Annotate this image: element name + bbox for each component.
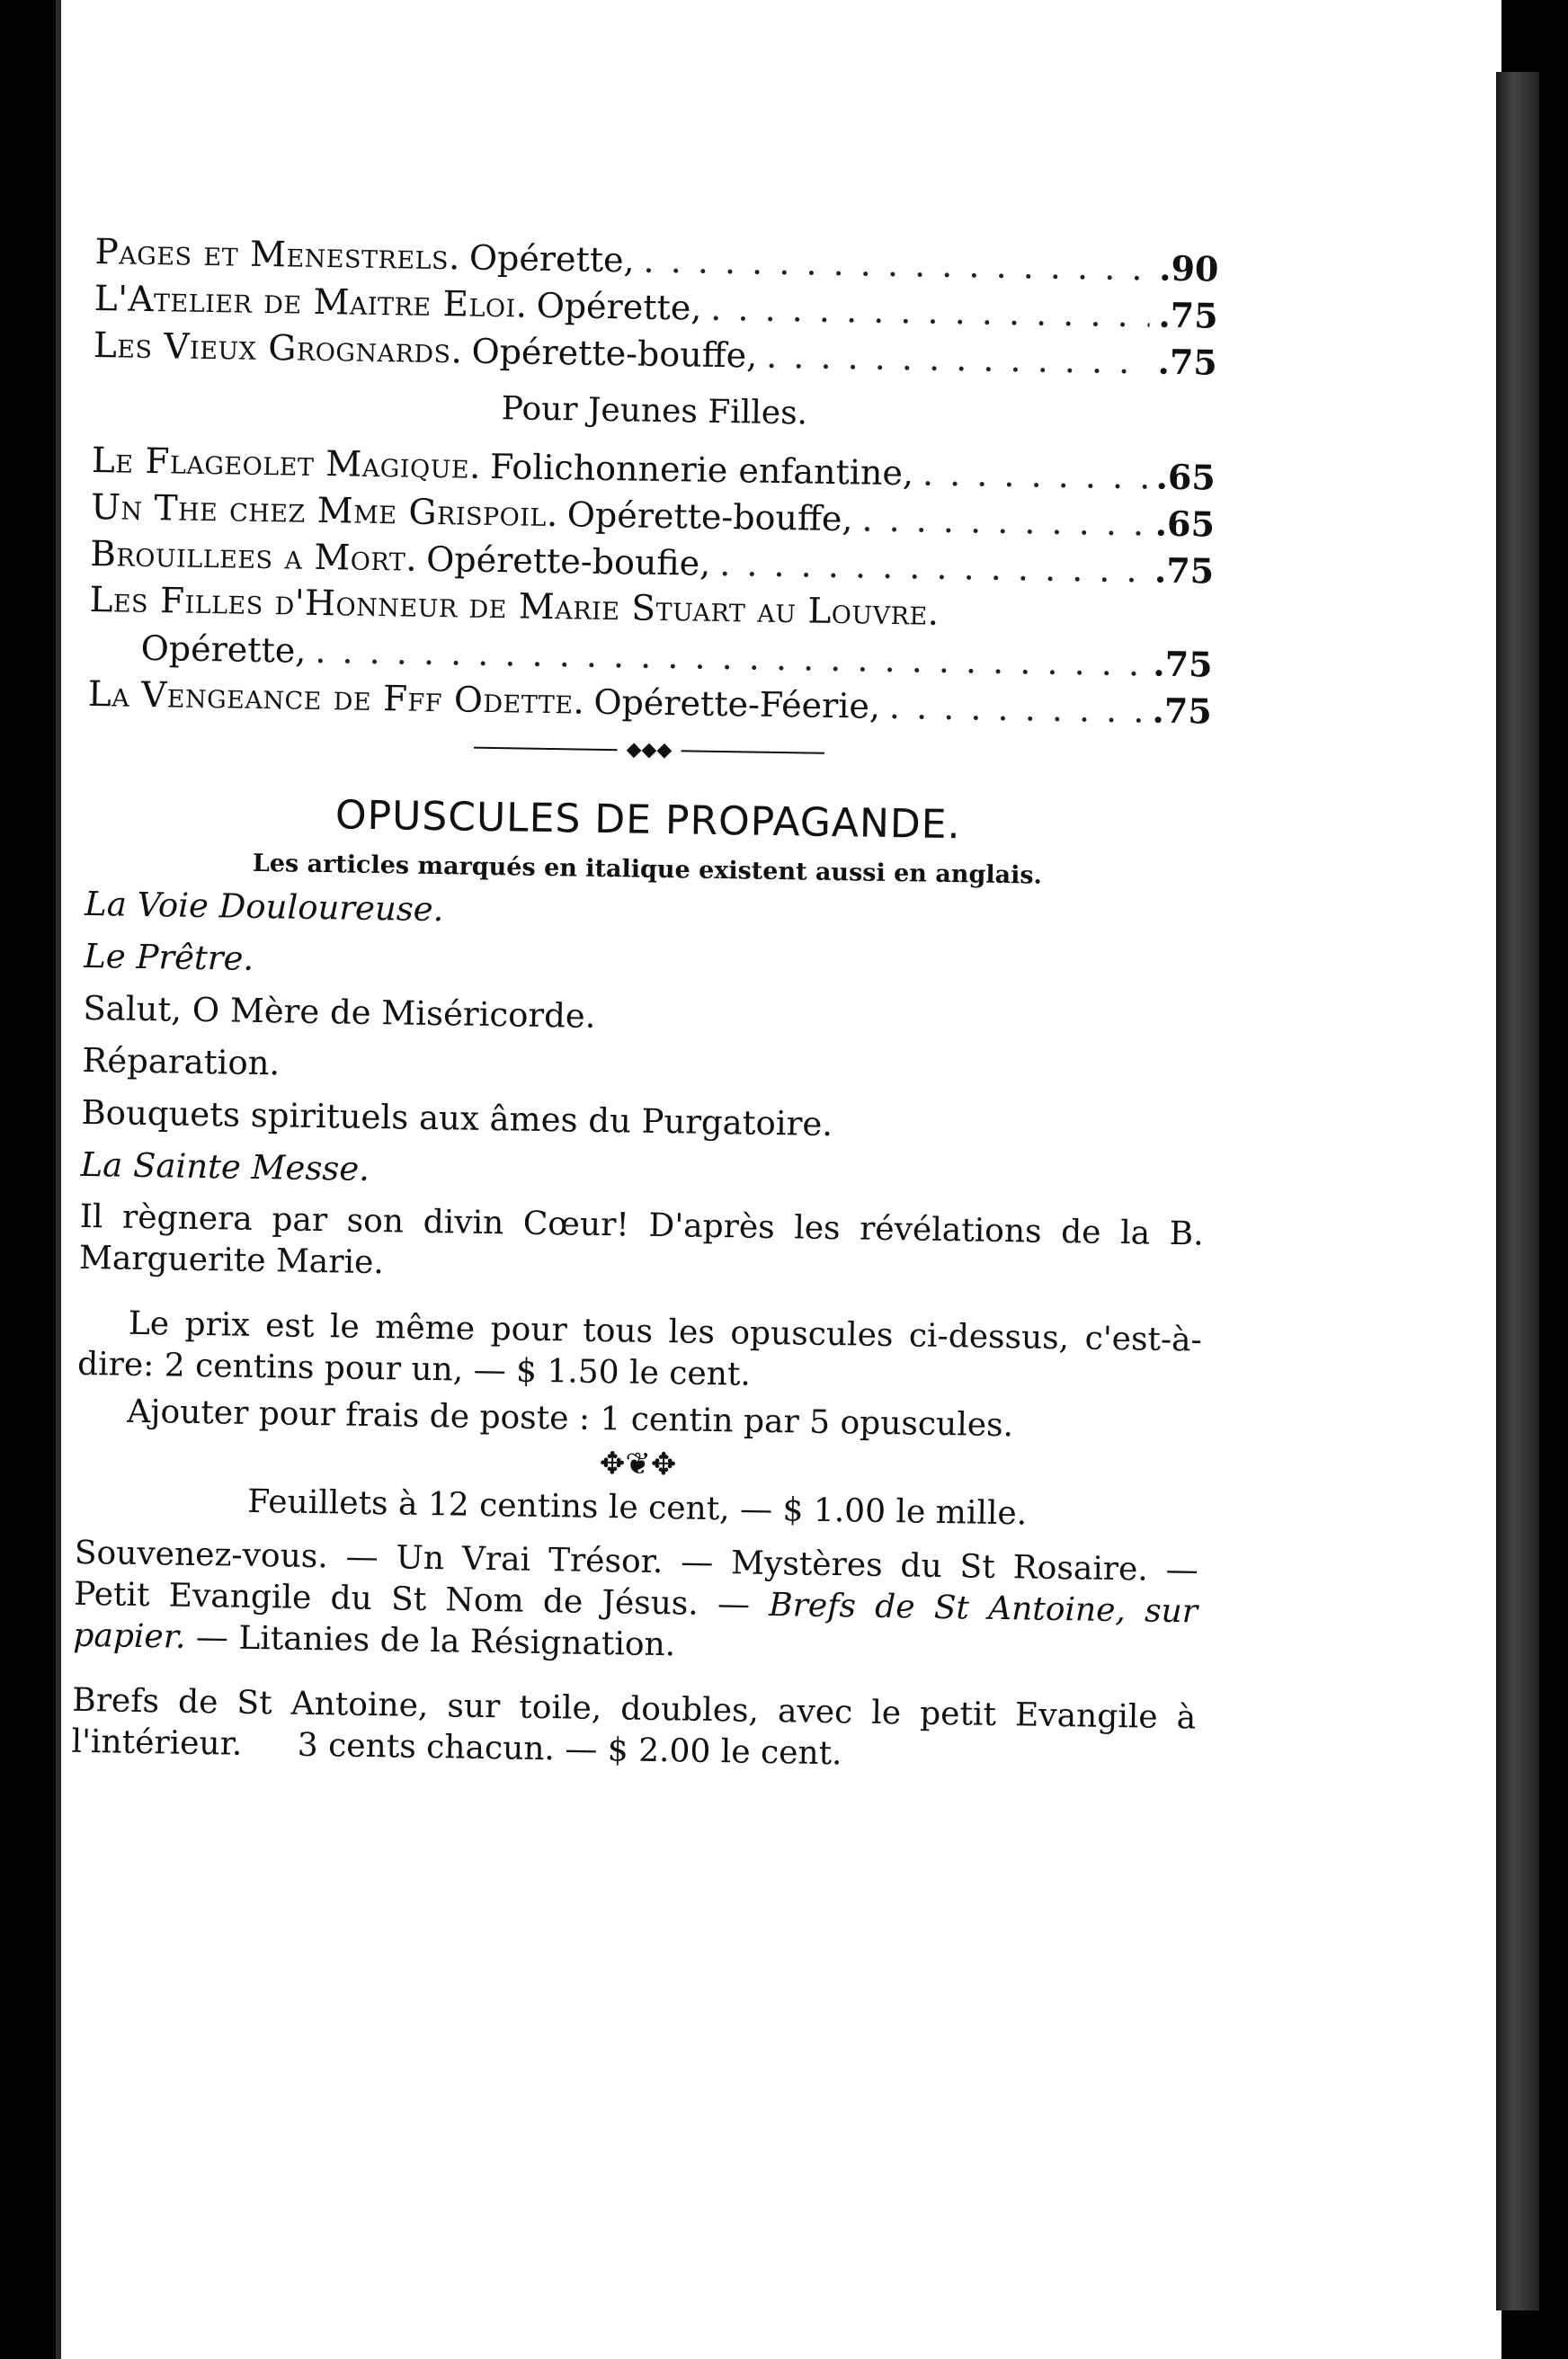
work-price: .75 [1154,549,1215,592]
section-title: OPUSCULES DE PROPAGANDE. [334,792,961,849]
brefs-text: Brefs de St Antoine, sur toile, doubles, avec le petit Evangile à l'intérieur. [71,1681,1197,1763]
subheading: Pour Jeunes Filles. [501,390,808,432]
work-genre: Opérette, [536,285,702,328]
leader-dots [643,238,1150,291]
work-title: Le Flageolet Magique. [91,440,482,487]
work-price: .90 [1158,247,1219,289]
opuscule-item: Bouquets spirituels aux âmes du Purgatoire. [81,1092,833,1144]
regnera-paragraph: Il règnera par son divin Cœur! D'après les révélations de la B. Marguerite Marie. [78,1197,1204,1282]
work-genre: Folichonnerie enfantine, [489,446,914,494]
work-genre: Opérette-bouffe, [566,494,853,539]
work-genre: Opérette-Féerie, [593,681,881,726]
page-edge [1496,72,1539,2310]
souvenez-text: Souvenez-vous. — Un Vrai Trésor. — Mystères du St Rosaire. — Petit Evangile du St Nom de Jésus. — [73,1534,1199,1624]
souvenez-italic-text: Brefs de St Antoine, sur papier. [73,1586,1198,1656]
work-genre: Opérette-boufie, [425,539,711,583]
opuscule-item: La Sainte Messe. [80,1144,370,1188]
leader-dots [719,541,1146,592]
leader-dots [889,684,1144,733]
work-price: .75 [1158,294,1218,336]
work-price: .65 [1155,456,1216,498]
work-title: Pages et Menestrels. [94,231,461,279]
leader-dots [766,334,1149,385]
opuscule-item: Salut, O Mère de Miséricorde. [83,988,596,1036]
page-content [71,229,1219,1785]
section-note: Les articles marqués en italique existent aussi en anglais. [252,849,1043,890]
fleuron-ornament-icon: ✥❦✥ [599,1445,677,1483]
work-genre: Opérette, [468,237,635,280]
brefs-price: 3 cents chacun. — $ 2.00 le cent. [297,1726,842,1773]
work-title: Brouillees a Mort. [89,533,418,580]
souvenez-text-end: — Litanies de la Résignation. [195,1618,676,1664]
work-title: La Vengeance de Fff Odette. [87,673,585,723]
feuillets-line: Feuillets à 12 centins le cent, — $ 1.00 le mille. [246,1482,1028,1533]
leader-dots [710,286,1150,338]
work-price: .75 [1157,341,1218,383]
work-genre: Opérette-bouffe, [471,331,758,376]
work-price: .75 [1153,643,1213,685]
divider-ornament-icon: ◆◆◆ [617,741,681,760]
leader-dots [922,450,1147,499]
souvenez-paragraph [73,1533,1198,1675]
work-title: Les Filles d'Honneur de Marie Stuart au Louvre. [89,579,940,634]
price-paragraph: Le prix est le même pour tous les opuscules ci-dessus, c'est-à-dire: 2 centins pour un, — $ 1.50 le cent. [76,1304,1203,1393]
postage-paragraph: Ajouter pour frais de poste : 1 centin par 5 opuscules. [127,1393,1014,1445]
work-title: Un The chez Mme Grispoil. [90,486,559,536]
work-title: Les Vieux Grognards. [93,325,463,372]
brefs-paragraph [71,1680,1196,1781]
work-price: .65 [1154,503,1216,545]
work-genre: Opérette, [140,628,307,671]
section-divider [474,739,824,762]
work-price: .75 [1152,690,1213,732]
opuscule-item: La Voie Douloureuse. [84,884,444,930]
opuscule-item: Réparation. [82,1040,281,1083]
leader-dots [861,496,1146,546]
opuscule-item: Le Prêtre. [83,936,254,978]
work-title: L'Atelier de Maitre Eloi. [94,278,529,326]
